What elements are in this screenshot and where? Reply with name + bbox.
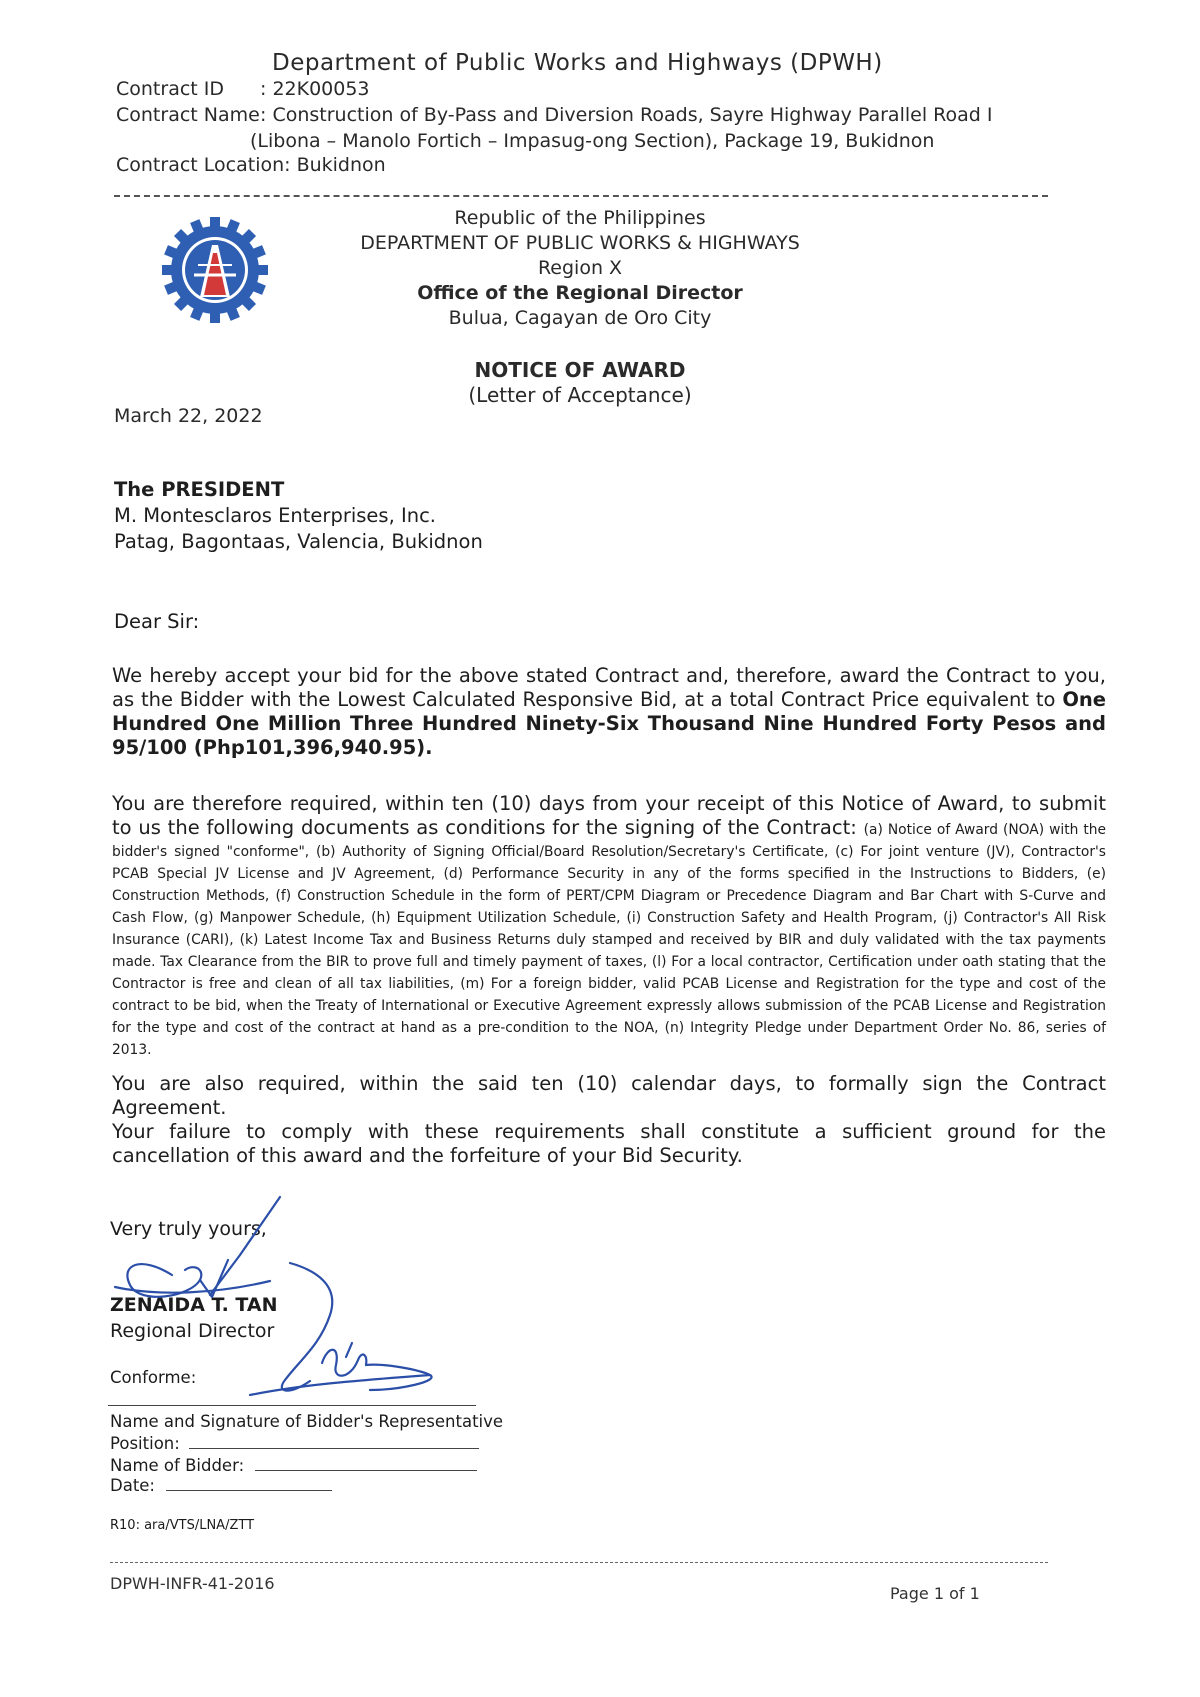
header-divider: [114, 195, 1048, 197]
contract-name-line2: (Libona – Manolo Fortich – Impasug-ong Section), Package 19, Bukidnon: [250, 130, 935, 152]
award-paragraph: [112, 664, 1106, 760]
position-label: Position:: [110, 1434, 180, 1453]
letter-date: March 22, 2022: [114, 405, 263, 427]
notice-heading: [300, 358, 860, 408]
requirements-paragraph: [112, 792, 1106, 1060]
recipient-company: M. Montesclaros Enterprises, Inc.: [114, 504, 436, 527]
position-field[interactable]: [189, 1447, 479, 1449]
recipient-title: The PRESIDENT: [114, 478, 285, 501]
salutation: Dear Sir:: [114, 610, 200, 633]
requirements-intro: You are therefore required, within ten (10) days from your receipt of this Notice of Award, to submit to us the following documents as conditions for the signing of the Contract:: [112, 792, 1106, 839]
letterhead-address: Bulua, Cagayan de Oro City: [448, 307, 712, 329]
contract-location: Contract Location: Bukidnon: [116, 154, 386, 176]
letterhead-department: DEPARTMENT OF PUBLIC WORKS & HIGHWAYS: [360, 232, 800, 254]
contract-id-row: [116, 78, 370, 100]
failure-paragraph: Your failure to comply with these requirements shall constitute a sufficient ground for the cancellation of this award and the forfeiture of your Bid Security.: [112, 1120, 1106, 1167]
contract-name-row: [116, 104, 993, 126]
footer-divider: [110, 1562, 1048, 1563]
form-code: DPWH-INFR-41-2016: [110, 1574, 275, 1593]
bidder-row: [110, 1456, 477, 1475]
contract-id-label: Contract ID: [116, 78, 225, 100]
conforme-date-label: Date:: [110, 1476, 155, 1495]
agency-title: Department of Public Works and Highways (DPWH): [272, 50, 883, 76]
bidder-field[interactable]: [255, 1469, 477, 1471]
valediction: Very truly yours,: [110, 1218, 267, 1240]
letterhead: [300, 206, 860, 331]
position-row: [110, 1434, 479, 1453]
contract-name-line1: : Construction of By-Pass and Diversion Roads, Sayre Highway Parallel Road I: [260, 104, 993, 126]
contract-name-label: Contract Name: [116, 104, 260, 126]
requirements-list: (a) Notice of Award (NOA) with the bidder's signed "conforme", (b) Authority of Signing Official/Board Resolution/Secretary's Certificate, (c) For joint venture (JV), Contractor's PCAB Special JV License and JV Agreement, (d) Performance Security in any of the forms specified in the Instructions to Bidders, (e) Construction Methods, (f) Construction Schedule in the form of PERT/CPM Diagram or Precedence Diagram and Bar Chart with S-Curve and Cash Flow, (g) Manpower Schedule, (h) Equipment Utilization Schedule, (i) Construction Safety and Health Program, (j) Contractor's All Risk Insurance (CARI), (k) Latest Income Tax and Business Returns duly stamped and received by BIR and duly validated with the tax payments made. Tax Clearance from the BIR to prove full and timely payment of taxes, (l) For a local contractor, Certification under oath stating that the Contractor is free and clean of all tax liabilities, (m) For a foreign bidder, valid PCAB License and Registration for the type and cost of the contract to be bid, when the Treaty of International or Executive Agreement expressly allows submission of the PCAB License and Registration for the type and cost of the contract at hand as a pre-condition to the NOA, (n) Integrity Pledge under Department Order No. 86, series of 2013.: [112, 822, 1106, 1058]
recipient-address: Patag, Bagontaas, Valencia, Bukidnon: [114, 530, 483, 553]
date-row: [110, 1476, 332, 1495]
letterhead-region: Region X: [537, 257, 623, 279]
signatory-name: ZENAIDA T. TAN: [110, 1294, 278, 1316]
award-text: We hereby accept your bid for the above stated Contract and, therefore, award the Contract to you, as the Bidder with the Lowest Calculated Responsive Bid, at a total Contract Price equivalent to: [112, 664, 1106, 711]
dpwh-seal-icon: [160, 215, 270, 325]
notice-title: NOTICE OF AWARD: [474, 358, 686, 382]
page-number: Page 1 of 1: [890, 1584, 980, 1603]
conforme-label: Conforme:: [110, 1368, 197, 1387]
notice-subtitle: (Letter of Acceptance): [468, 383, 692, 407]
bidder-label: Name of Bidder:: [110, 1456, 245, 1475]
name-signature-label: Name and Signature of Bidder's Representative: [110, 1412, 504, 1431]
letterhead-office: Office of the Regional Director: [417, 282, 743, 304]
reference-initials: R10: ara/VTS/LNA/ZTT: [110, 1518, 255, 1533]
conforme-signature-line: [108, 1405, 476, 1406]
signatory-title: Regional Director: [110, 1320, 275, 1342]
contract-id-value: : 22K00053: [260, 78, 370, 100]
award-amount: One Hundred One Million Three Hundred Ninety-Six Thousand Nine Hundred Forty Pesos and 95/100 (Php101,396,940.95).: [112, 688, 1106, 759]
recipient-block: [114, 477, 483, 555]
conforme-date-field[interactable]: [166, 1489, 332, 1491]
sign-contract-paragraph: You are also required, within the said ten (10) calendar days, to formally sign the Contract Agreement.: [112, 1072, 1106, 1119]
letterhead-republic: Republic of the Philippines: [454, 207, 706, 229]
